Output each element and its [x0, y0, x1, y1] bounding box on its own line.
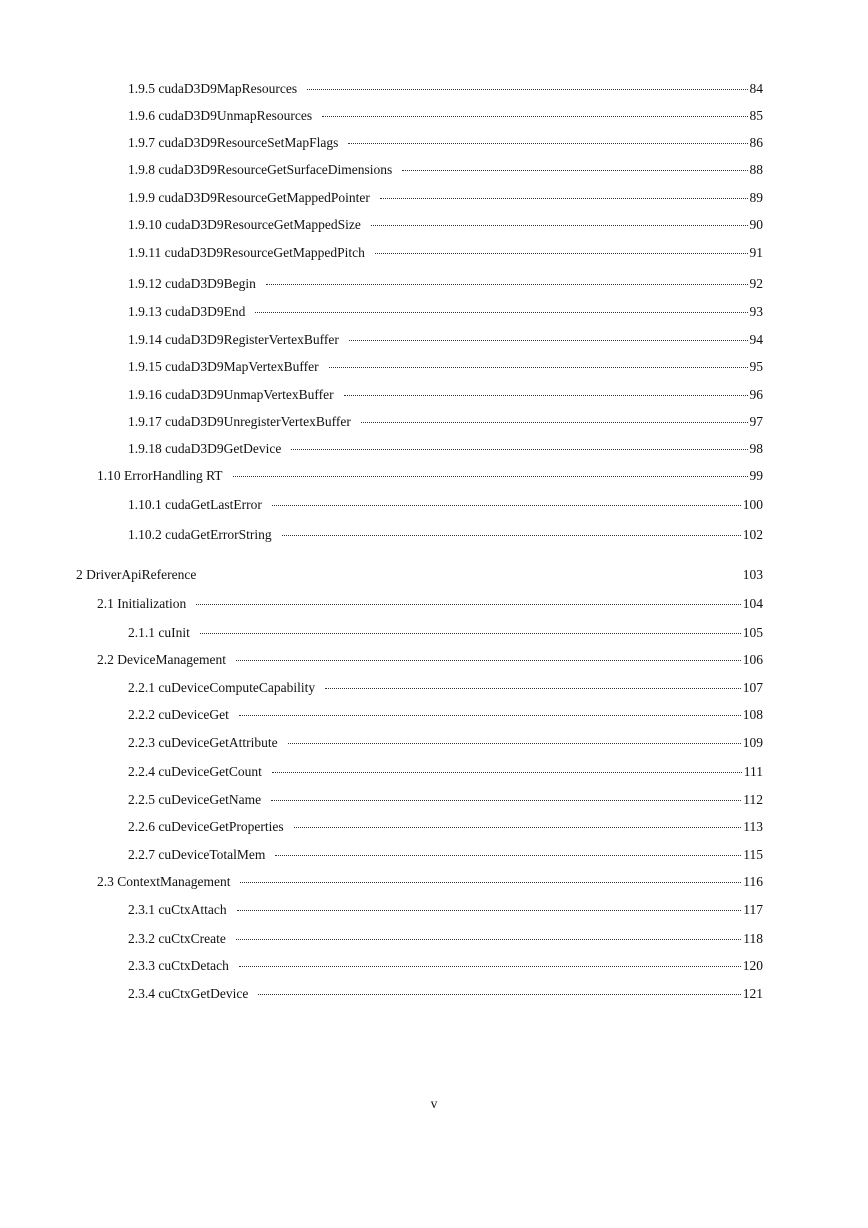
toc-entry-label: 1.9.15 cudaD3D9MapVertexBuffer	[128, 359, 319, 374]
toc-entry-label: 1.10.2 cudaGetErrorString	[128, 527, 272, 542]
dot-leader	[200, 633, 741, 634]
toc-entry-page: 121	[742, 986, 763, 1001]
dot-leader	[239, 966, 741, 967]
toc-entry[interactable]	[128, 734, 763, 752]
dot-leader	[307, 89, 747, 90]
toc-entry[interactable]	[128, 331, 763, 349]
toc-entry-label: 2.2 DeviceManagement	[97, 652, 226, 667]
toc-entry-page: 94	[749, 332, 763, 347]
toc-entry[interactable]	[128, 957, 763, 975]
toc-entry-page: 112	[743, 792, 763, 807]
dot-leader	[325, 688, 741, 689]
dot-leader	[233, 476, 748, 477]
toc-entry-page: 102	[742, 527, 763, 542]
dot-leader	[402, 170, 747, 171]
toc-entry-label: 1.9.16 cudaD3D9UnmapVertexBuffer	[128, 387, 334, 402]
dot-leader	[237, 910, 742, 911]
toc-entry-page: 103	[742, 567, 763, 582]
toc-entry-label: 2.2.3 cuDeviceGetAttribute	[128, 735, 278, 750]
toc-entry[interactable]	[128, 624, 763, 642]
toc-entry[interactable]	[128, 706, 763, 724]
dot-leader	[344, 395, 748, 396]
toc-entry[interactable]	[128, 679, 763, 697]
toc-entry-label: 1.9.11 cudaD3D9ResourceGetMappedPitch	[128, 245, 365, 260]
toc-entry-page: 111	[743, 764, 763, 779]
dot-leader	[291, 449, 747, 450]
toc-entry-label: 2.1.1 cuInit	[128, 625, 190, 640]
toc-entry-label: 2 DriverApiReference	[76, 567, 197, 582]
toc-entry[interactable]	[128, 244, 763, 262]
toc-entry-page: 88	[749, 162, 763, 177]
toc-entry[interactable]	[128, 526, 763, 544]
toc-entry-page: 86	[749, 135, 763, 150]
dot-leader	[271, 800, 741, 801]
toc-entry-label: 2.2.5 cuDeviceGetName	[128, 792, 262, 807]
toc-entry-page: 89	[749, 190, 763, 205]
dot-leader	[380, 198, 748, 199]
toc-entry-page: 100	[742, 497, 763, 512]
toc-entry-page: 109	[742, 735, 763, 750]
toc-entry-label: 2.2.6 cuDeviceGetProperties	[128, 819, 284, 834]
dot-leader	[371, 225, 748, 226]
toc-entry-label: 2.3.4 cuCtxGetDevice	[128, 986, 249, 1001]
dot-leader	[266, 284, 748, 285]
toc-entry[interactable]	[128, 846, 763, 864]
toc-entry-label: 2.3 ContextManagement	[97, 874, 231, 889]
toc-entry[interactable]	[128, 386, 763, 404]
dot-leader	[272, 505, 741, 506]
toc-entry-label: 2.3.2 cuCtxCreate	[128, 931, 226, 946]
dot-leader	[255, 312, 747, 313]
toc-entry-page: 106	[742, 652, 763, 667]
toc-entry-label: 2.3.3 cuCtxDetach	[128, 958, 229, 973]
dot-leader	[236, 660, 741, 661]
toc-entry[interactable]	[97, 651, 763, 669]
toc-entry-label: 1.9.14 cudaD3D9RegisterVertexBuffer	[128, 332, 339, 347]
toc-entry-label: 1.9.7 cudaD3D9ResourceSetMapFlags	[128, 135, 339, 150]
toc-entry-label: 1.9.17 cudaD3D9UnregisterVertexBuffer	[128, 414, 351, 429]
toc-entry[interactable]	[128, 134, 763, 152]
toc-entry[interactable]	[128, 80, 763, 98]
toc-entry[interactable]	[128, 216, 763, 234]
toc-entry-page: 115	[743, 847, 763, 862]
toc-entry[interactable]	[128, 763, 763, 781]
toc-entry[interactable]	[128, 303, 763, 321]
toc-entry[interactable]	[128, 930, 763, 948]
toc-entry-page: 99	[749, 468, 763, 483]
toc-entry[interactable]	[128, 358, 763, 376]
toc-entry-page: 90	[749, 217, 763, 232]
toc-entry[interactable]	[97, 595, 763, 613]
toc-entry-label: 1.10.1 cudaGetLastError	[128, 497, 262, 512]
toc-entry-label: 2.2.4 cuDeviceGetCount	[128, 764, 262, 779]
toc-entry[interactable]	[128, 275, 763, 293]
dot-leader	[322, 116, 747, 117]
toc-chapter-entry[interactable]	[76, 566, 763, 584]
toc-entry-page: 95	[749, 359, 763, 374]
toc-entry-page: 120	[742, 958, 763, 973]
toc-entry-page: 92	[749, 276, 763, 291]
toc-entry-label: 2.1 Initialization	[97, 596, 187, 611]
dot-leader	[348, 143, 747, 144]
dot-leader	[361, 422, 748, 423]
toc-entry[interactable]	[128, 496, 763, 514]
toc-entry-label: 2.2.2 cuDeviceGet	[128, 707, 229, 722]
toc-entry[interactable]	[128, 440, 763, 458]
toc-entry-page: 97	[749, 414, 763, 429]
dot-leader	[236, 939, 741, 940]
dot-leader	[294, 827, 742, 828]
toc-entry-page: 105	[742, 625, 763, 640]
dot-leader	[258, 994, 740, 995]
dot-leader	[239, 715, 741, 716]
toc-entry-label: 1.10 ErrorHandling RT	[97, 468, 223, 483]
toc-entry-page: 96	[749, 387, 763, 402]
dot-leader	[196, 604, 741, 605]
toc-entry-page: 117	[743, 902, 763, 917]
dot-leader	[240, 882, 741, 883]
toc-entry[interactable]	[128, 985, 763, 1003]
dot-leader	[272, 772, 742, 773]
toc-entry-page: 104	[742, 596, 763, 611]
toc-entry-page: 116	[743, 874, 763, 889]
toc-entry[interactable]	[128, 818, 763, 836]
toc-entry[interactable]	[128, 901, 763, 919]
toc-entry-page: 85	[749, 108, 763, 123]
toc-entry[interactable]	[97, 467, 763, 485]
toc-entry-page: 118	[743, 931, 763, 946]
toc-entry-label: 2.3.1 cuCtxAttach	[128, 902, 227, 917]
toc-entry-label: 1.9.9 cudaD3D9ResourceGetMappedPointer	[128, 190, 370, 205]
toc-entry-label: 1.9.8 cudaD3D9ResourceGetSurfaceDimensions	[128, 162, 393, 177]
dot-leader	[275, 855, 741, 856]
toc-entry-label: 1.9.12 cudaD3D9Begin	[128, 276, 256, 291]
dot-leader	[375, 253, 748, 254]
toc-entry-page: 84	[749, 81, 763, 96]
toc-entry-label: 2.2.1 cuDeviceComputeCapability	[128, 680, 316, 695]
toc-entry-page: 107	[742, 680, 763, 695]
toc-entry-label: 1.9.5 cudaD3D9MapResources	[128, 81, 298, 96]
dot-leader	[329, 367, 748, 368]
toc-entry-label: 1.9.18 cudaD3D9GetDevice	[128, 441, 282, 456]
toc-entry-label: 1.9.6 cudaD3D9UnmapResources	[128, 108, 313, 123]
toc-entry-page: 113	[743, 819, 763, 834]
toc-entry-page: 93	[749, 304, 763, 319]
dot-leader	[282, 535, 741, 536]
toc-entry[interactable]	[128, 791, 763, 809]
toc-entry-label: 1.9.13 cudaD3D9End	[128, 304, 246, 319]
toc-entry-page: 91	[749, 245, 763, 260]
toc-entry-label: 2.2.7 cuDeviceTotalMem	[128, 847, 266, 862]
toc-entry[interactable]	[128, 107, 763, 125]
toc-entry-page: 98	[749, 441, 763, 456]
toc-entry[interactable]	[128, 413, 763, 431]
toc-entry[interactable]	[128, 189, 763, 207]
toc-entry[interactable]	[128, 161, 763, 179]
page-number: v	[430, 1096, 438, 1111]
dot-leader	[288, 743, 741, 744]
toc-entry[interactable]	[97, 873, 763, 891]
toc-entry-label: 1.9.10 cudaD3D9ResourceGetMappedSize	[128, 217, 361, 232]
dot-leader	[349, 340, 748, 341]
toc-entry-page: 108	[742, 707, 763, 722]
